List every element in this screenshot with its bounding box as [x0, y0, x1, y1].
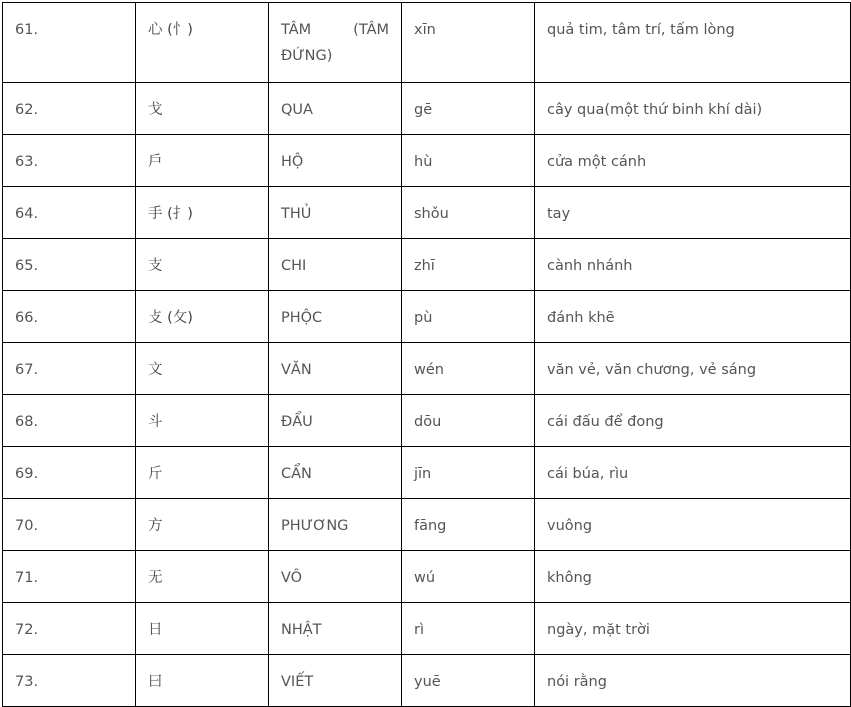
- radical-number: 71.: [3, 551, 136, 603]
- radical-number: 67.: [3, 343, 136, 395]
- table-row: [3, 187, 851, 239]
- pinyin-reading: shǒu: [402, 187, 535, 239]
- radical-number: 64.: [3, 187, 136, 239]
- pinyin-reading: gē: [402, 83, 535, 135]
- sino-vietnamese-reading: PHƯƠNG: [269, 499, 402, 551]
- sino-vietnamese-reading: CẨN: [269, 447, 402, 499]
- radical-character: 戶: [136, 135, 269, 187]
- radical-character: 手 (扌): [136, 187, 269, 239]
- table-row: [3, 655, 851, 707]
- table-row: [3, 83, 851, 135]
- pinyin-reading: pù: [402, 291, 535, 343]
- sino-vietnamese-reading: THỦ: [269, 187, 402, 239]
- sino-vietnamese-reading: CHI: [269, 239, 402, 291]
- sino-vietnamese-reading: VĂN: [269, 343, 402, 395]
- table-row: [3, 135, 851, 187]
- radical-table: [2, 2, 851, 707]
- table-row: [3, 395, 851, 447]
- radical-character: 无: [136, 551, 269, 603]
- radical-number: 63.: [3, 135, 136, 187]
- radical-number: 62.: [3, 83, 136, 135]
- pinyin-reading: hù: [402, 135, 535, 187]
- table-row: [3, 3, 851, 83]
- radical-character: 支: [136, 239, 269, 291]
- table-row: [3, 239, 851, 291]
- radical-number: 66.: [3, 291, 136, 343]
- radical-character: 斗: [136, 395, 269, 447]
- radical-number: 73.: [3, 655, 136, 707]
- sino-vietnamese-reading: HỘ: [269, 135, 402, 187]
- radical-meaning: tay: [535, 187, 851, 239]
- radical-meaning: quả tim, tâm trí, tấm lòng: [535, 3, 851, 83]
- table-row: [3, 551, 851, 603]
- table-row: [3, 291, 851, 343]
- radical-meaning: đánh khẽ: [535, 291, 851, 343]
- radical-meaning: nói rằng: [535, 655, 851, 707]
- table-row: [3, 343, 851, 395]
- radical-character: 方: [136, 499, 269, 551]
- table-row: [3, 603, 851, 655]
- radical-meaning: cái búa, rìu: [535, 447, 851, 499]
- radical-meaning: cửa một cánh: [535, 135, 851, 187]
- sino-vietnamese-reading: VÔ: [269, 551, 402, 603]
- radical-number: 69.: [3, 447, 136, 499]
- pinyin-reading: dōu: [402, 395, 535, 447]
- radical-meaning: cành nhánh: [535, 239, 851, 291]
- radical-meaning: ngày, mặt trời: [535, 603, 851, 655]
- radical-number: 61.: [3, 3, 136, 83]
- radical-number: 65.: [3, 239, 136, 291]
- sino-vietnamese-reading: NHẬT: [269, 603, 402, 655]
- pinyin-reading: rì: [402, 603, 535, 655]
- radical-number: 70.: [3, 499, 136, 551]
- sino-vietnamese-reading: ĐẨU: [269, 395, 402, 447]
- pinyin-reading: yuē: [402, 655, 535, 707]
- radical-meaning: văn vẻ, văn chương, vẻ sáng: [535, 343, 851, 395]
- radical-meaning: cái đấu để đong: [535, 395, 851, 447]
- radical-meaning: cây qua(một thứ binh khí dài): [535, 83, 851, 135]
- radical-meaning: vuông: [535, 499, 851, 551]
- table-row: [3, 499, 851, 551]
- pinyin-reading: wén: [402, 343, 535, 395]
- radical-character: 曰: [136, 655, 269, 707]
- sino-vietnamese-reading: QUA: [269, 83, 402, 135]
- pinyin-reading: xīn: [402, 3, 535, 83]
- pinyin-reading: fāng: [402, 499, 535, 551]
- table-row: [3, 447, 851, 499]
- radical-character: 攴 (攵): [136, 291, 269, 343]
- pinyin-reading: jīn: [402, 447, 535, 499]
- sino-vietnamese-reading: VIẾT: [269, 655, 402, 707]
- radical-meaning: không: [535, 551, 851, 603]
- pinyin-reading: zhī: [402, 239, 535, 291]
- radical-character: 斤: [136, 447, 269, 499]
- radical-character: 日: [136, 603, 269, 655]
- radical-table-body: [3, 3, 851, 707]
- radical-character: 心 (忄): [136, 3, 269, 83]
- radical-number: 68.: [3, 395, 136, 447]
- radical-number: 72.: [3, 603, 136, 655]
- pinyin-reading: wú: [402, 551, 535, 603]
- sino-vietnamese-reading: PHỘC: [269, 291, 402, 343]
- radical-character: 文: [136, 343, 269, 395]
- radical-character: 戈: [136, 83, 269, 135]
- sino-vietnamese-reading: TÂM (TÂM ĐỨNG): [269, 3, 402, 83]
